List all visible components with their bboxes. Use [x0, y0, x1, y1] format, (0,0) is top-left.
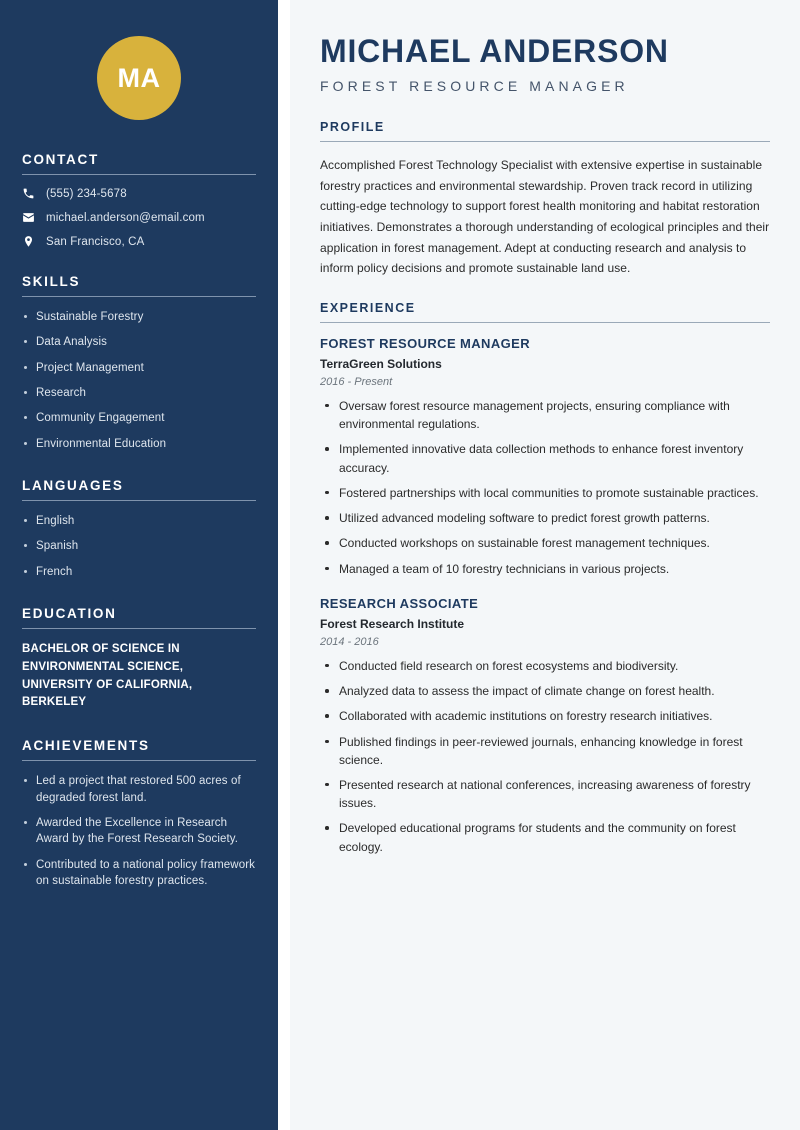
job-bullets [320, 657, 770, 856]
list-item: Managed a team of 10 forestry technicians in various projects. [320, 560, 770, 578]
profile-heading: PROFILE [320, 120, 385, 135]
job-role: RESEARCH ASSOCIATE [320, 595, 479, 611]
list-item: Collaborated with academic institutions on forestry research initiatives. [320, 707, 770, 725]
list-item: Presented research at national conferences, increasing awareness of forestry issues. [320, 776, 770, 812]
skills-heading: SKILLS [22, 274, 81, 289]
sidebar-section-languages [22, 478, 256, 580]
job-bullets [320, 397, 770, 578]
education-divider [22, 628, 256, 629]
contact-heading: CONTACT [22, 152, 99, 167]
languages-divider [22, 500, 256, 501]
list-item: Developed educational programs for students and the community on forest ecology. [320, 819, 770, 855]
contact-row-phone[interactable] [22, 187, 256, 200]
sidebar-section-education [22, 606, 256, 712]
achievements-heading: ACHIEVEMENTS [22, 738, 150, 754]
list-item: Community Engagement [22, 410, 256, 426]
list-item: French [22, 564, 256, 580]
list-item: Led a project that restored 500 acres of degraded forest land. [22, 773, 256, 806]
achievements-divider [22, 760, 256, 761]
achievements-list [22, 773, 256, 889]
job-role: FOREST RESOURCE MANAGER [320, 335, 530, 351]
avatar-initials: MA [117, 62, 161, 93]
education-degree: BACHELOR OF SCIENCE IN ENVIRONMENTAL SCIENCE, UNIVERSITY OF CALIFORNIA, BERKELEY [22, 642, 193, 709]
list-item: Environmental Education [22, 436, 256, 452]
list-item: English [22, 513, 256, 529]
job-company: TerraGreen Solutions [320, 356, 442, 371]
location-pin-icon [22, 235, 35, 248]
avatar-container [22, 0, 256, 152]
contact-email-value: michael.anderson@email.com [46, 211, 205, 224]
main-content [290, 0, 800, 1130]
envelope-icon [22, 211, 35, 224]
sidebar [0, 0, 278, 1130]
job-dates: 2016 - Present [320, 375, 393, 388]
languages-list [22, 513, 256, 580]
list-item: Research [22, 385, 256, 401]
experience-heading: EXPERIENCE [320, 300, 416, 315]
contact-row-email[interactable] [22, 211, 256, 224]
list-item: Conducted field research on forest ecosystems and biodiversity. [320, 657, 770, 675]
list-item: Project Management [22, 360, 256, 376]
sidebar-section-contact [22, 152, 256, 248]
list-item: Implemented innovative data collection methods to enhance forest inventory accuracy. [320, 440, 770, 476]
list-item: Published findings in peer-reviewed journals, enhancing knowledge in forest science. [320, 733, 770, 769]
phone-icon [22, 187, 35, 200]
section-experience [320, 301, 770, 856]
education-heading: EDUCATION [22, 605, 117, 621]
list-item: Conducted workshops on sustainable forest management techniques. [320, 534, 770, 552]
list-item: Spanish [22, 538, 256, 554]
list-item: Contributed to a national policy framework on sustainable forestry practices. [22, 857, 256, 890]
sidebar-section-skills [22, 274, 256, 452]
section-profile [320, 120, 770, 279]
job-company: Forest Research Institute [320, 616, 465, 631]
contact-location-value: San Francisco, CA [46, 235, 145, 248]
languages-heading: LANGUAGES [22, 477, 124, 493]
list-item: Analyzed data to assess the impact of climate change on forest health. [320, 682, 770, 700]
avatar [97, 36, 181, 120]
skills-list [22, 309, 256, 452]
header-job-title: FOREST RESOURCE MANAGER [320, 78, 629, 95]
list-item: Sustainable Forestry [22, 309, 256, 325]
contact-row-location[interactable] [22, 235, 256, 248]
sidebar-gap [278, 0, 290, 1130]
contact-phone-value: (555) 234-5678 [46, 187, 127, 200]
list-item: Utilized advanced modeling software to predict forest growth patterns. [320, 509, 770, 527]
experience-item [320, 336, 770, 578]
profile-divider [320, 141, 770, 142]
experience-item [320, 596, 770, 856]
job-dates: 2014 - 2016 [320, 635, 379, 648]
list-item: Awarded the Excellence in Research Award by the Forest Research Society. [22, 815, 256, 848]
skills-divider [22, 296, 256, 297]
sidebar-section-achievements [22, 738, 256, 889]
list-item: Oversaw forest resource management projects, ensuring compliance with environmental regulations. [320, 397, 770, 433]
contact-divider [22, 174, 256, 175]
profile-text: Accomplished Forest Technology Specialist with extensive expertise in sustainable forestry practices and environmental stewardship. Proven track record in utilizing cutting-edge technology to support forest health monitoring and habitat restoration initiatives. Demonstrates a thorough understanding of ecological principles and their application in forest management. Adept at conducting research and analysis to inform policy decisions and promote sustainable land use. [320, 158, 770, 276]
list-item: Fostered partnerships with local communities to promote sustainable practices. [320, 484, 770, 502]
list-item: Data Analysis [22, 334, 256, 350]
experience-divider [320, 322, 770, 323]
page-title: MICHAEL ANDERSON [320, 33, 669, 69]
